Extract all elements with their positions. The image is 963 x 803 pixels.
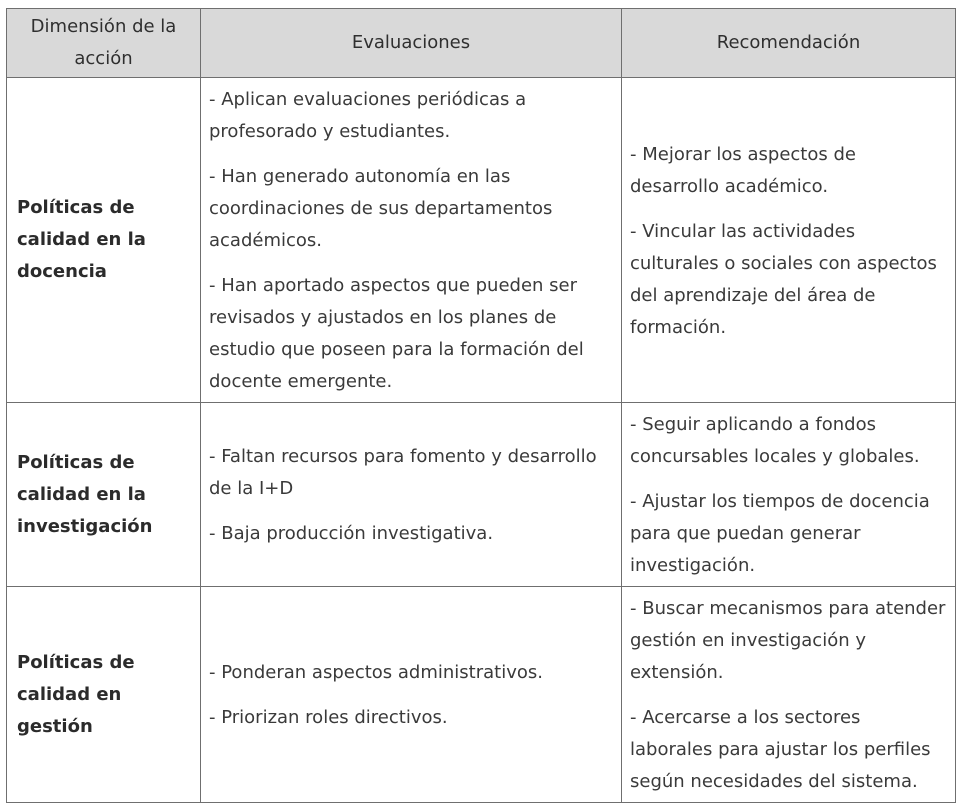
table-row <box>7 78 956 403</box>
header-evaluations: Evaluaciones <box>201 9 622 78</box>
recommendation-item: - Ajustar los tiempos de docencia para que puedan generar investigación. <box>630 491 930 576</box>
evaluations-cell <box>201 403 622 587</box>
dimension-cell: Políticas de calidad en gestión <box>7 587 201 803</box>
recommendation-item: - Mejorar los aspectos de desarrollo académico. <box>630 143 856 197</box>
recommendations-cell <box>622 587 956 803</box>
policy-evaluation-table <box>6 8 956 803</box>
recommendation-item: - Seguir aplicando a fondos concursables locales y globales. <box>630 414 920 467</box>
evaluation-item: - Ponderan aspectos administrativos. <box>209 662 543 683</box>
evaluation-item: - Han aportado aspectos que pueden ser revisados y ajustados en los planes de estudio que poseen para la formación del docente emergente. <box>209 275 584 392</box>
evaluation-item: - Baja producción investigativa. <box>209 523 494 544</box>
evaluation-item: - Han generado autonomía en las coordinaciones de sus departamentos académicos. <box>209 166 553 251</box>
evaluations-cell <box>201 587 622 803</box>
recommendation-item: - Buscar mecanismos para atender gestión en investigación y extensión. <box>630 598 946 683</box>
evaluations-cell <box>201 78 622 403</box>
dimension-cell: Políticas de calidad en la investigación <box>7 403 201 587</box>
table-header-row <box>7 9 956 78</box>
header-recommendation: Recomendación <box>622 9 956 78</box>
dimension-cell: Políticas de calidad en la docencia <box>7 78 201 403</box>
table-row <box>7 403 956 587</box>
recommendation-item: - Vincular las actividades culturales o sociales con aspectos del aprendizaje del área de formación. <box>630 220 937 338</box>
header-dimension: Dimensión de la acción <box>7 9 201 78</box>
recommendation-item: - Acercarse a los sectores laborales para ajustar los perfiles según necesidades del sistema. <box>630 707 931 792</box>
evaluation-item: - Faltan recursos para fomento y desarrollo de la I+D <box>209 446 597 499</box>
evaluation-item: - Aplican evaluaciones periódicas a profesorado y estudiantes. <box>209 89 527 142</box>
recommendations-cell <box>622 78 956 403</box>
evaluation-item: - Priorizan roles directivos. <box>209 707 448 728</box>
table-row <box>7 587 956 803</box>
recommendations-cell <box>622 403 956 587</box>
